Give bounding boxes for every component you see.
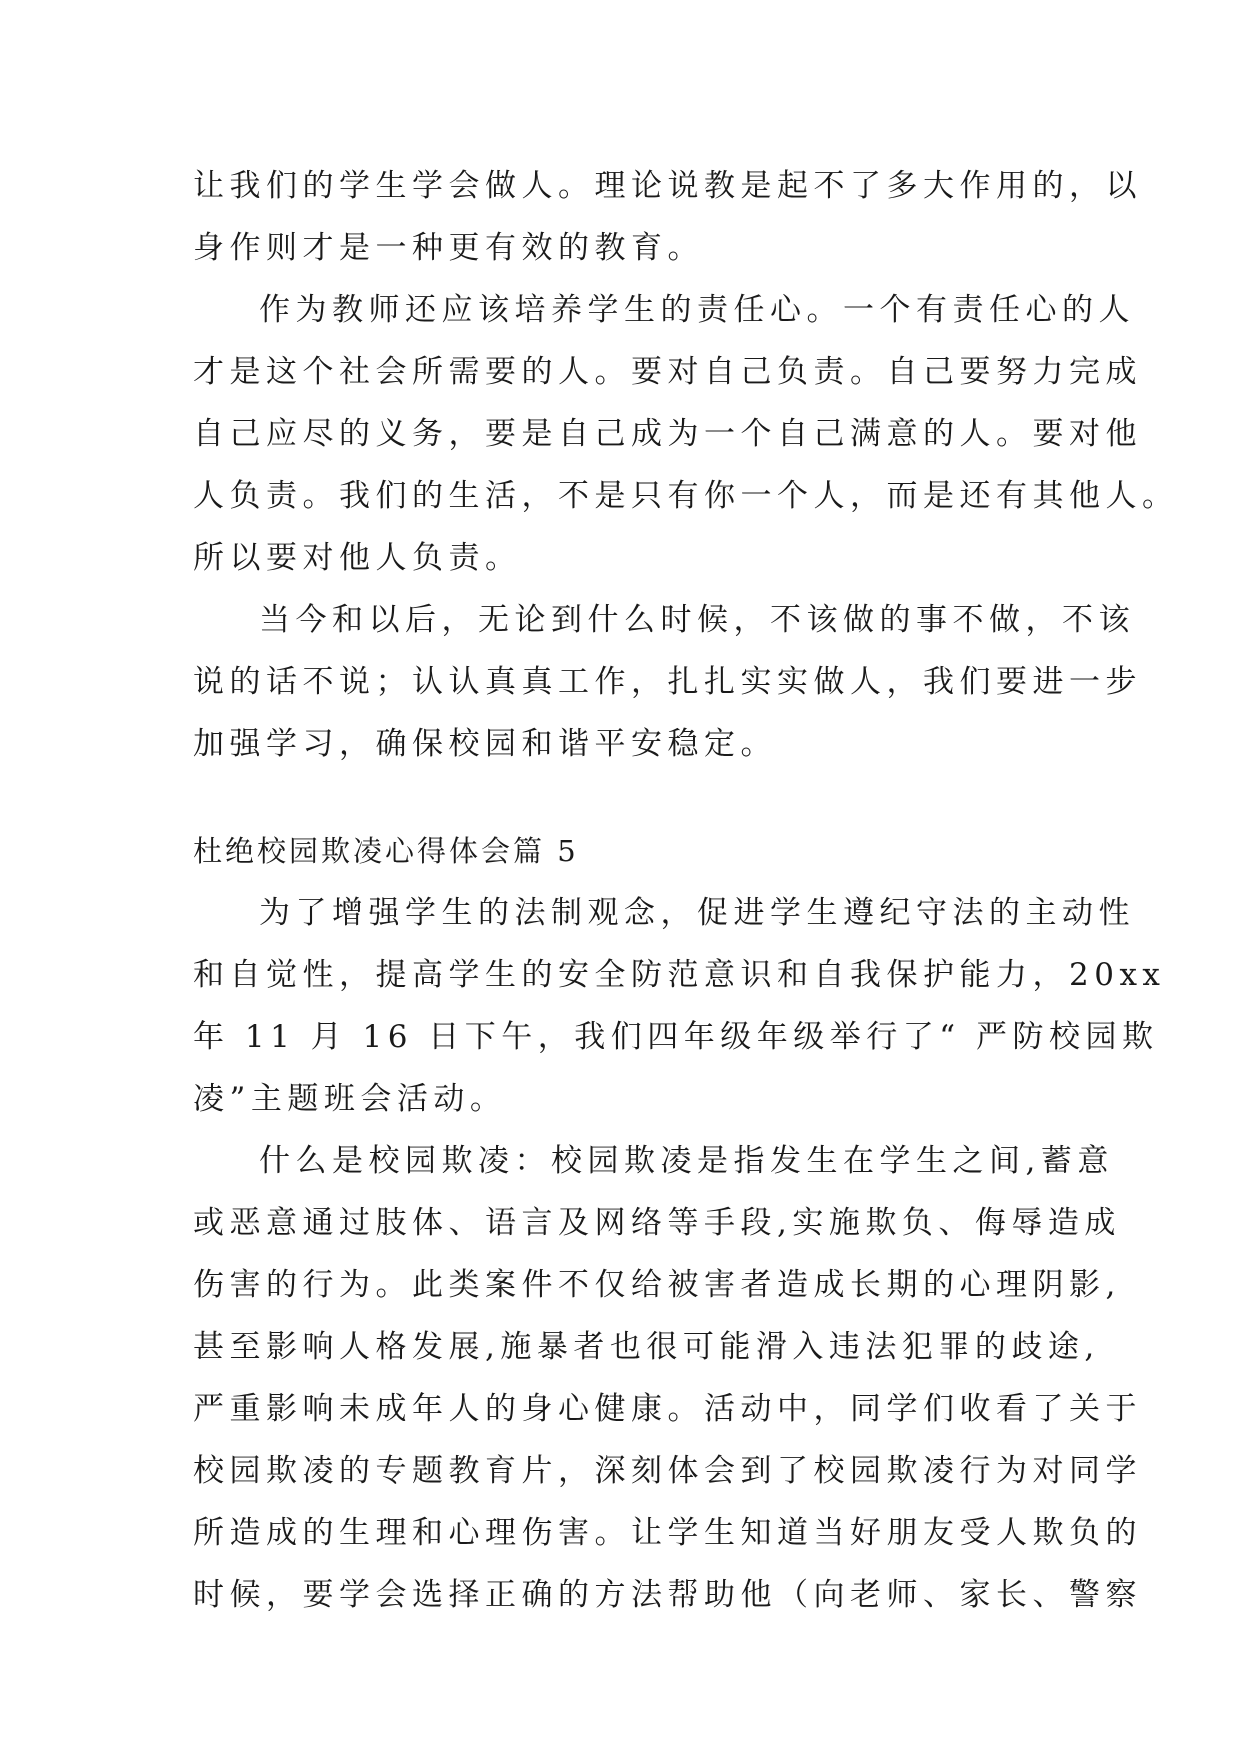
- text-line: 身作则才是一种更有效的教育。: [193, 230, 704, 266]
- text-line: 作为教师还应该培养学生的责任心。一个有责任心的人: [259, 292, 1135, 328]
- text-line: 年 11 月 16 日下午，我们四年级年级举行了“ 严防校园欺: [193, 1019, 1159, 1055]
- section-heading: 杜绝校园欺凌心得体会篇 5: [193, 834, 579, 868]
- paragraph: [193, 1130, 1142, 1626]
- text-line: 校园欺凌的专题教育片，深刻体会到了校园欺凌行为对同学: [193, 1453, 1142, 1489]
- text-line: 说的话不说；认认真真工作，扎扎实实做人，我们要进一步: [193, 664, 1142, 700]
- text-line: 或恶意通过肢体、语言及网络等手段,实施欺负、侮辱造成: [193, 1205, 1121, 1241]
- text-line: 凌”主题班会活动。: [193, 1081, 507, 1117]
- text-line: 让我们的学生学会做人。理论说教是起不了多大作用的，以: [193, 168, 1142, 204]
- text-line: 伤害的行为。此类案件不仅给被害者造成长期的心理阴影,: [193, 1267, 1121, 1303]
- text-line: 时候，要学会选择正确的方法帮助他（向老师、家长、警察: [193, 1577, 1142, 1613]
- text-line: 为了增强学生的法制观念，促进学生遵纪守法的主动性: [259, 895, 1135, 931]
- document-body: [193, 155, 1179, 1626]
- paragraph: [193, 882, 1166, 1130]
- paragraph: [193, 279, 1179, 589]
- text-line: 严重影响未成年人的身心健康。活动中，同学们收看了关于: [193, 1391, 1142, 1427]
- text-line: 所以要对他人负责。: [193, 540, 522, 576]
- text-line: 才是这个社会所需要的人。要对自己负责。自己要努力完成: [193, 354, 1142, 390]
- text-line: 和自觉性，提高学生的安全防范意识和自我保护能力，20xx: [193, 957, 1166, 993]
- text-line: 当今和以后，无论到什么时候，不该做的事不做，不该: [259, 602, 1135, 638]
- paragraph: [193, 155, 1142, 279]
- section-spacer: [193, 775, 1053, 820]
- text-line: 所造成的生理和心理伤害。让学生知道当好朋友受人欺负的: [193, 1515, 1142, 1551]
- text-line: 加强学习，确保校园和谐平安稳定。: [193, 726, 777, 762]
- text-line: 人负责。我们的生活，不是只有你一个人，而是还有其他人。: [193, 478, 1179, 514]
- text-line: 自己应尽的义务，要是自己成为一个自己满意的人。要对他: [193, 416, 1142, 452]
- text-line: 甚至影响人格发展,施暴者也很可能滑入违法犯罪的歧途,: [193, 1329, 1100, 1365]
- text-line: 什么是校园欺凌：校园欺凌是指发生在学生之间,蓄意: [259, 1143, 1114, 1179]
- paragraph: [193, 589, 1142, 775]
